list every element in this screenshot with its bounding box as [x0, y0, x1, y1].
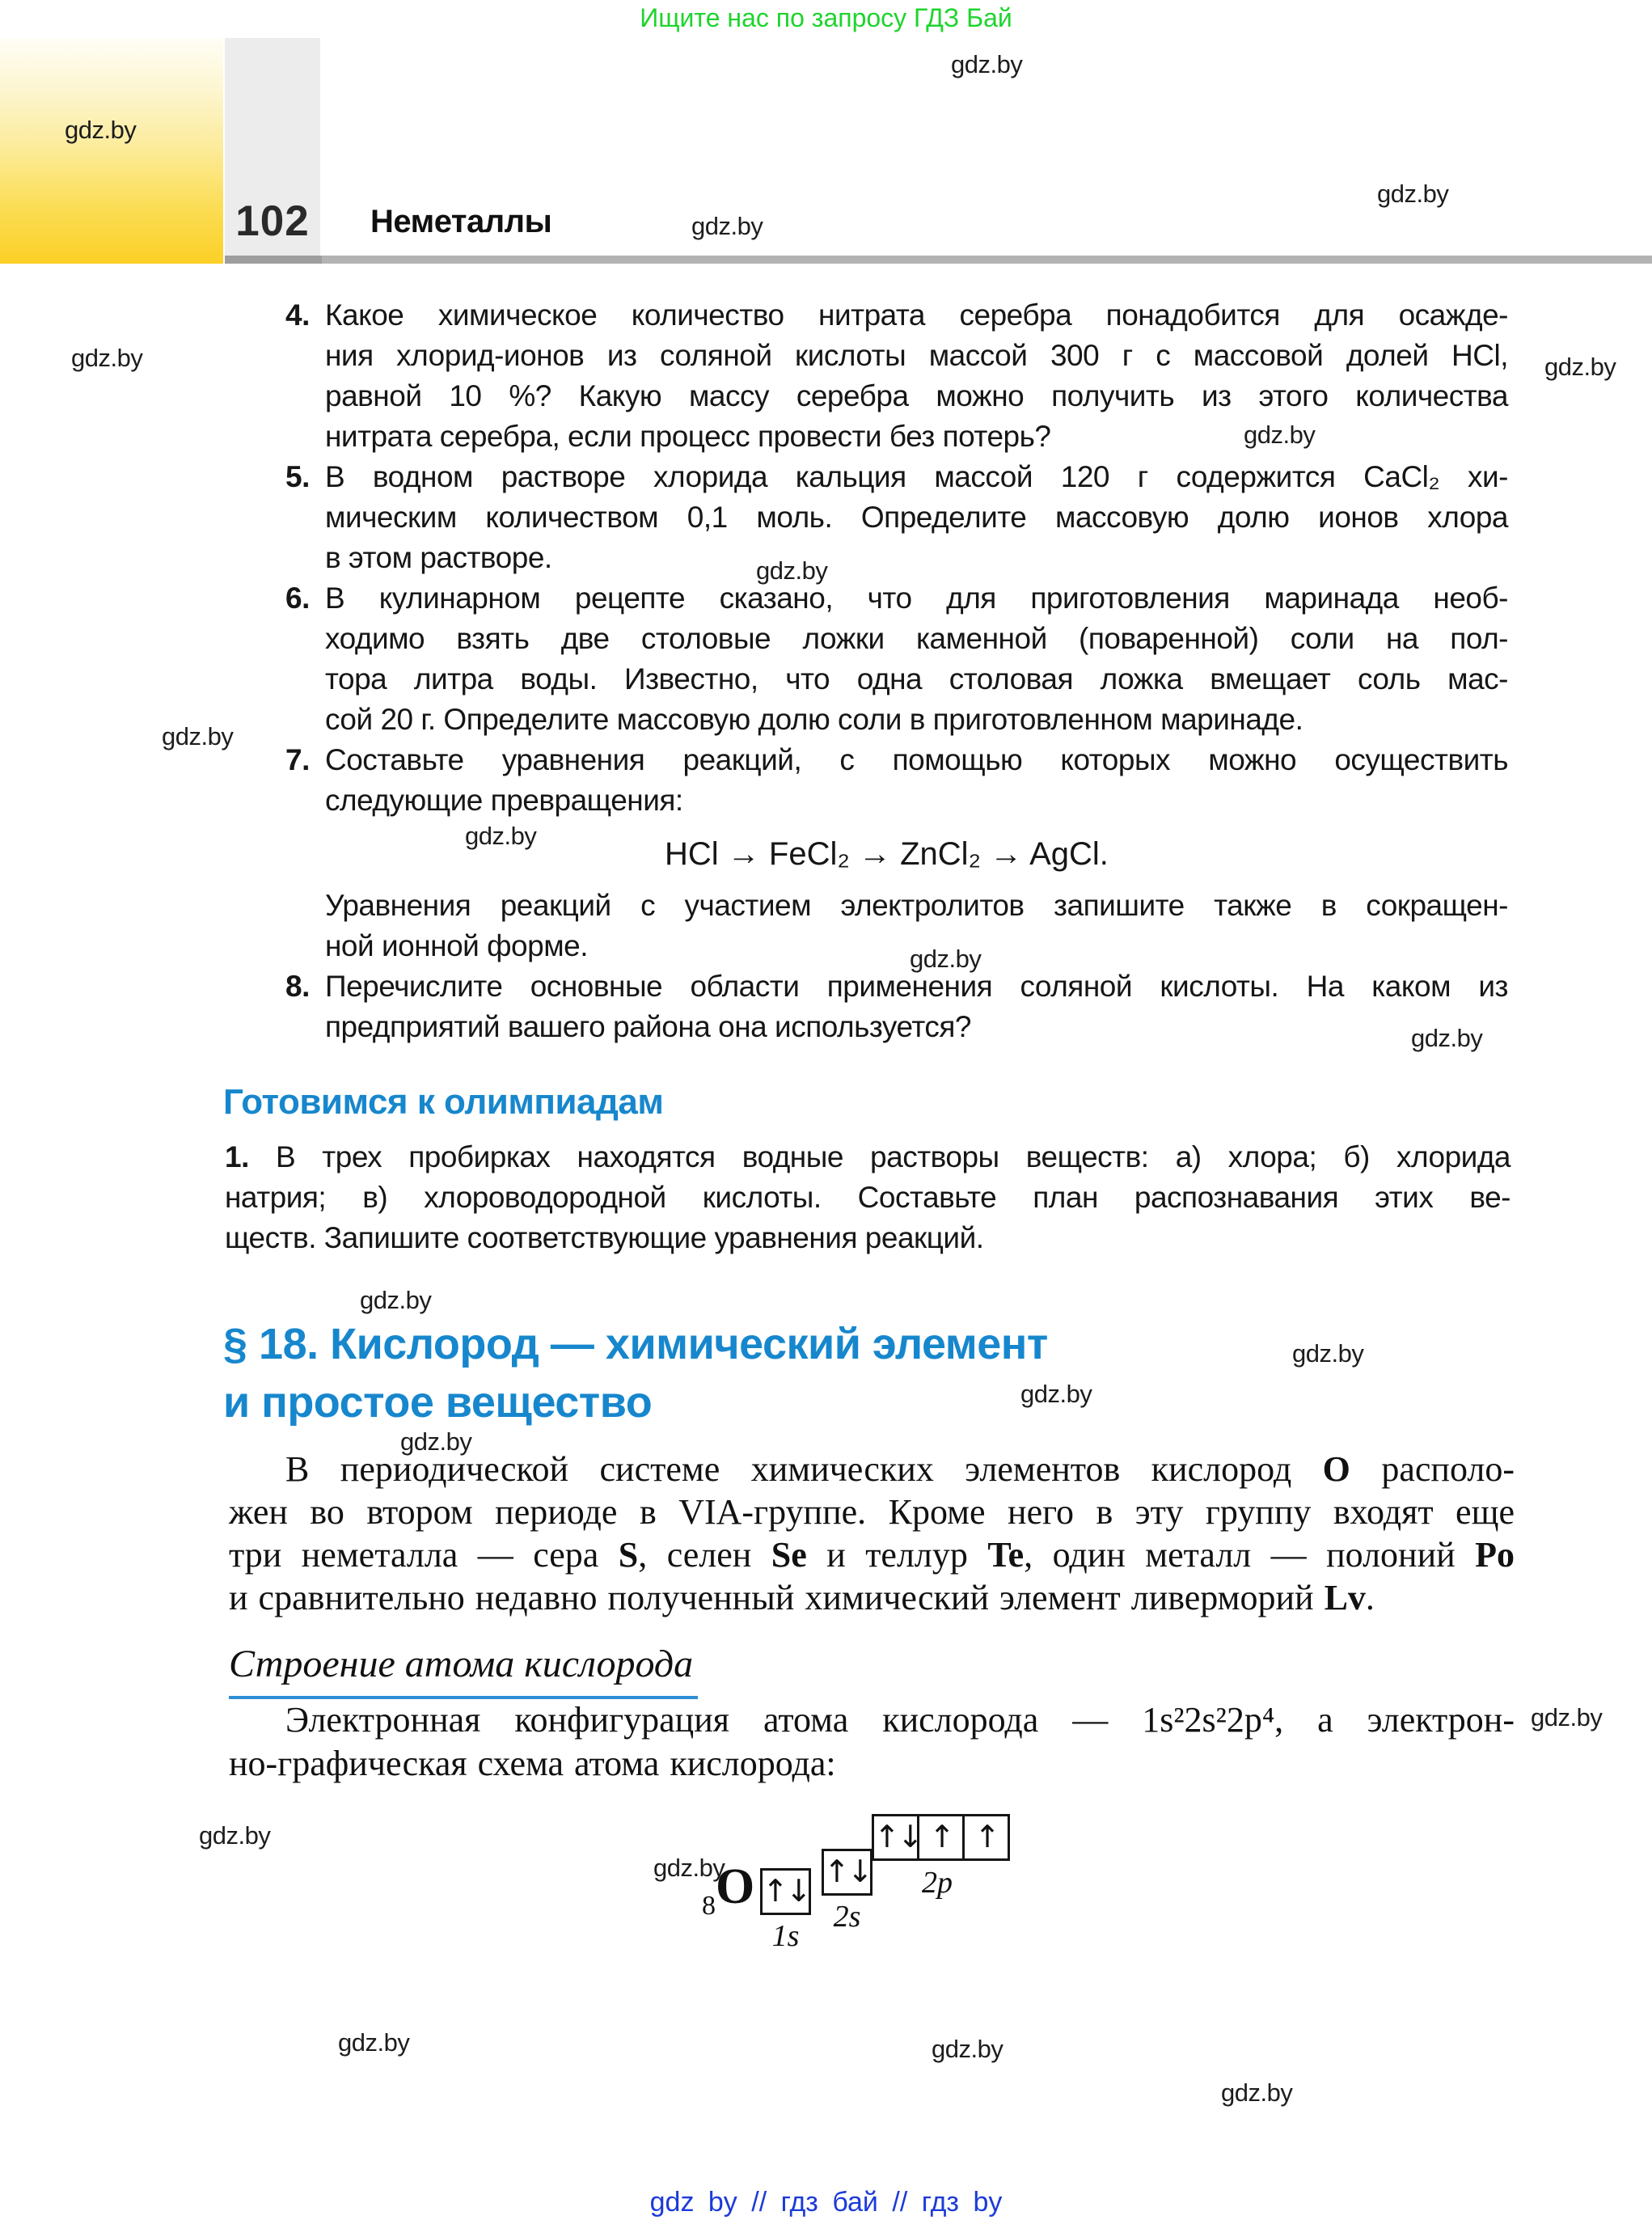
watermark: gdz.by	[1292, 1339, 1364, 1368]
problem-number: 6.	[285, 581, 310, 615]
text-line: Электронная конфигурация атома кислорода — 1s²2s²2p⁴, а электрон-	[285, 1700, 1515, 1740]
olympiad-task	[225, 1137, 1510, 1258]
watermark: gdz.by	[465, 822, 537, 850]
problem-text	[325, 578, 1508, 740]
text-line: равной 10 %? Какую массу серебра можно получить из этого количества	[325, 379, 1508, 412]
text-line: сой 20 г. Определите массовую долю соли в приготовленном маринаде.	[325, 703, 1303, 736]
problem-8	[285, 966, 1508, 1047]
problem-number: 8.	[285, 970, 310, 1003]
watermark: gdz.by	[199, 1821, 271, 1850]
watermark: gdz.by	[71, 344, 143, 372]
problem-list	[285, 295, 1508, 1047]
subsection-heading: Строение атома кислорода	[229, 1642, 698, 1699]
problem-number: 5.	[285, 460, 310, 493]
element-symbol: O	[716, 1859, 755, 1914]
watermark: gdz.by	[1411, 1024, 1483, 1052]
text-line: три неметалла — сера S, селен Se и теллур Te, один металл — полоний Po	[229, 1535, 1515, 1575]
watermark: gdz.by	[756, 556, 828, 585]
text-line: ния хлорид-ионов из соляной кислоты массой 300 г с массовой долей HCl,	[325, 339, 1508, 372]
text-line: предприятий вашего района она используется?	[325, 1010, 971, 1043]
problem-text	[325, 740, 1508, 966]
header-rule-shadow	[225, 256, 322, 264]
text-line: В периодической системе химических элементов кислород O располо-	[285, 1449, 1515, 1489]
page-number: 102	[235, 197, 310, 245]
text-line: тора литра воды. Известно, что одна столовая ложка вмещает соль мас-	[325, 662, 1508, 696]
watermark: gdz.by	[932, 2035, 1003, 2063]
promo-banner-text: Ищите нас по запросу ГДЗ Бай	[640, 3, 1012, 32]
watermark: gdz.by	[1377, 180, 1449, 208]
problem-7	[285, 740, 1508, 966]
watermark: gdz.by	[1221, 2078, 1293, 2107]
orbital-box-1s	[760, 1868, 811, 1915]
orbital-box-2p3: ↑	[962, 1814, 1010, 1861]
watermark: gdz.by	[653, 1854, 725, 1882]
watermark: gdz.by	[1244, 421, 1316, 449]
orbital-box-2p1: ↑↓	[872, 1814, 919, 1861]
text-line: В водном растворе хлорида кальция массой 120 г содержится CaCl₂ хи-	[325, 460, 1508, 493]
orbital-label-2p: 2p	[922, 1866, 953, 1900]
section-intro-paragraph	[229, 1448, 1515, 1619]
electron-arrows: ↑↓	[824, 1854, 871, 1889]
header-rule	[225, 256, 1652, 264]
atomic-number: 8	[702, 1891, 716, 1921]
problem-7-intro	[325, 740, 1508, 821]
orbital-row-2p	[872, 1814, 1010, 1861]
chemical-equation: HCl → FeCl₂ → ZnCl₂ → AgCl.	[665, 836, 1109, 872]
problem-number: 4.	[285, 298, 310, 332]
text-line: Какое химическое количество нитрата серебра понадобится для осажде-	[325, 298, 1508, 332]
problem-text	[325, 457, 1508, 578]
yellow-gradient-band	[0, 38, 223, 264]
problem-5	[285, 457, 1508, 578]
footer-links[interactable]: gdz by // гдз бай // гдз by	[649, 2187, 1003, 2218]
text-line: Перечислите основные области применения соляной кислоты. На каком из	[325, 970, 1508, 1003]
chapter-title: Неметаллы	[370, 204, 552, 239]
electron-arrows: ↑↓	[763, 1873, 809, 1909]
watermark: gdz.by	[360, 1286, 432, 1314]
text-line: и сравнительно недавно полученный химический элемент ливерморий Lv.	[229, 1578, 1375, 1617]
section-heading	[223, 1315, 1048, 1431]
problem-text	[325, 966, 1508, 1047]
text-line: мическим количеством 0,1 моль. Определите массовую долю ионов хлора	[325, 501, 1508, 534]
text-line: натрия; в) хлороводородной кислоты. Составьте план распознавания этих ве-	[225, 1181, 1510, 1214]
text-line: но-графическая схема атома кислорода:	[229, 1744, 836, 1783]
text-line: Уравнения реакций с участием электролитов запишите также в сокращен-	[325, 889, 1508, 922]
text-line: Составьте уравнения реакций, с помощью которых можно осуществить	[325, 743, 1508, 776]
orbital-box-2p2: ↑	[917, 1814, 965, 1861]
olympiad-heading: Готовимся к олимпиадам	[223, 1082, 664, 1122]
text-line: ной ионной форме.	[325, 929, 588, 962]
problem-text	[325, 295, 1508, 457]
watermark: gdz.by	[162, 722, 234, 750]
orbital-label-2s: 2s	[833, 1900, 861, 1934]
watermark: gdz.by	[691, 212, 763, 240]
text-line: в этом растворе.	[325, 541, 552, 574]
orbital-label-1s: 1s	[771, 1919, 800, 1953]
watermark: gdz.by	[1020, 1380, 1092, 1408]
text-line: нитрата серебра, если процесс провести без потерь?	[325, 420, 1051, 453]
text-line: и простое вещество	[223, 1378, 653, 1427]
orbital-box-2s	[822, 1849, 872, 1896]
text-line: В кулинарном рецепте сказано, что для приготовления маринада необ-	[325, 581, 1508, 615]
text-line: 1. В трех пробирках находятся водные растворы веществ: а) хлора; б) хлорида	[225, 1140, 1510, 1173]
problem-6	[285, 578, 1508, 740]
problem-number: 7.	[285, 743, 310, 776]
text-line: жен во втором периоде в VIA-группе. Кроме него в эту группу входят еще	[229, 1492, 1515, 1532]
watermark: gdz.by	[910, 945, 982, 973]
problem-4	[285, 295, 1508, 457]
watermark: gdz.by	[338, 2028, 410, 2057]
watermark: gdz.by	[1544, 353, 1616, 381]
watermark: gdz.by	[65, 116, 137, 144]
electron-configuration-paragraph	[229, 1698, 1515, 1786]
watermark: gdz.by	[1531, 1703, 1603, 1731]
text-line: ществ. Запишите соответствующие уравнения реакций.	[225, 1221, 984, 1254]
orbital-diagram	[695, 1812, 1043, 1957]
text-line: ходимо взять две столовые ложки каменной (поваренной) соли на пол-	[325, 622, 1508, 655]
watermark: gdz.by	[951, 50, 1023, 78]
text-line: следующие превращения:	[325, 784, 683, 817]
text-line: § 18. Кислород — химический элемент	[223, 1320, 1048, 1368]
watermark: gdz.by	[400, 1427, 472, 1456]
